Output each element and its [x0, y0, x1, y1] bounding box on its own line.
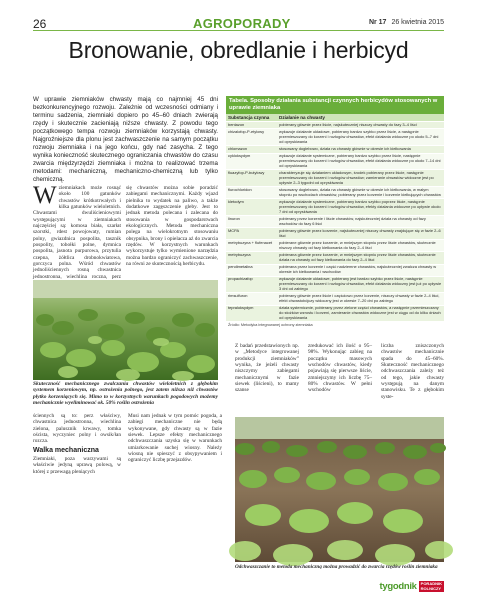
- page-number: 26: [33, 17, 47, 31]
- body-column-4: Z badań przedstawionych np. w „Metodyce integrowanej produkcji ziemniaków” wynika, że jeżeli chwasty niszczymy zabiegami mechanicznymi w fazie siewek (liścieni), to mamy szanse: [235, 343, 299, 394]
- table-cell-action: działa systemicznie, pobierany przez zielone części chwastów, a następnie przemieszczany do stożków wzrostu i korzeni, zamieranie chwastów widoczne jest w ciągu od do kilku dniach od opryskiwania: [277, 305, 444, 321]
- issue-number: Nr 17: [368, 19, 387, 26]
- table-cell-substance: bentazon: [226, 122, 277, 129]
- soybean-field-photo-icon: [33, 280, 218, 380]
- table-cell-substance: metrybuzyna + flufenacet: [226, 240, 277, 252]
- body-column-7-text: ściennych są to: perz właściwy, chwastnica jednostronna, wiechlina zielona, palusznik krwawy, tomka oścista, wyczyniec polny i owsik/łan rozcza.: [33, 413, 121, 445]
- table-cell-action: pobierane głównie przez korzenie, w mniejszym stopniu przez liście chwastów, skutecznie niszczy chwasty od fazy kiełkowania do fazy 2–4 liści: [277, 240, 444, 252]
- body-column-1-text: ziemniakach może rosnąć około 100 gatunków chwastów krótkotrwałych i kilka gatunków wieloletnich. Chwastami dwuliścieniowymi występującymi w ziemniakach najczęściej są: komosa biała, szarłat szorstki, rdest powojowaty, rumian polny, gwiazdnica pospolita, tasznik pospolity, tobołki polne, dymnica pospolita, jasnota purpurowa, przytulia czepna, żółtlica drobnokwiatowa, gorczyca polna. Wśród chwastów jednoliściennych rosną chwastnica jednostronna, wiechlina roczna, perz: [33, 185, 121, 280]
- table-row: [226, 129, 444, 146]
- issue-date: 26 kwietnia 2015: [391, 19, 444, 26]
- table-row: [226, 170, 444, 187]
- brand-box-line1: PORADNIK: [420, 581, 442, 586]
- body-column-2: się chwastów można sobie poradzić zabiegami mechanicznymi. Każdy wjazd pielnika to wydatek na paliwo, a także dodatkowe zagęszczenie gleby. Jest to jednak metoda polecana i zalecana do stosowania w gospodarstwach ekologicznych. Metoda mechaniczna polega na wielokrotnym stosowaniu obsypnika, brony i opielacza aż do zwarcia rzędów. W korzystnych warunkach wykorzystuje tylko wymienione narzędzia można bardzo ograniczyć zachwaszczenie, na równi ze skutecznością herbicydu.: [126, 185, 218, 268]
- table-row: [226, 276, 444, 293]
- table-cell-action: charakteryzuje się działaniem układowym, środek pobierany przez liście, następnie przemieszczany do korzeni i rozłogów chwastów; zamieranie chwastów widoczne jest po upływie 2–3 tygodni od opryskiwania: [277, 170, 444, 187]
- table-row: [226, 228, 444, 240]
- table-row: [226, 240, 444, 252]
- herbicide-table-grid: [226, 114, 444, 321]
- table-cell-action: stosowany doglebowo, działa na chwasty głównie w okresie ich kiełkowania, w małym stopniu po wschodach chwastów, pobierany przez korzenie i korzenie kiełkujących chwastów: [277, 187, 444, 199]
- table-cell-action: wykazuje działanie układowe, pobierany bardzo szybko przez liście, a następnie przemieszczany do korzeni i rozłogów chwastów, efekt działania widoczne po około 5–7 dni od opryskiwania: [277, 129, 444, 146]
- table-row: [226, 153, 444, 170]
- table-cell-action: pobierany głównie przez liście i częściowo przez korzenie, niszczy chwasty w fazie 2–4 liści, efekt chwastobójczy widoczny jest w okresie 7–20 dni po zabiegu: [277, 293, 444, 305]
- table-row: [226, 293, 444, 305]
- drop-cap: W: [33, 182, 57, 209]
- table-source: Źródło: Metodyka integrowanej ochrony ziemniaka: [228, 323, 313, 328]
- table-cell-action: pobierany przez korzenie i liście chwastów, najskuteczniej działa na chwasty od fazy wschodów do fazy 6 liści: [277, 216, 444, 228]
- publication-logo: [379, 581, 444, 592]
- field-photo-1: [33, 280, 218, 380]
- photo-2-caption: Odchwaszczanie to metoda mechaniczną można prowadzić do zwarcia rzędów roślin ziemniaka: [235, 564, 438, 570]
- table-header-action: Działanie na chwasty: [277, 114, 444, 122]
- body-column-6: liczba zniszczonych chwastów mechanicznie spada do 45–60%. Skuteczność mechanicznego odchwaszczania zależy też od tego, jakie chwasty występują na danym stanowisku. Te z głębokim syste-: [381, 343, 444, 400]
- table-cell-substance: metrybuzyna: [226, 252, 277, 264]
- table-cell-substance: cykloksydym: [226, 153, 277, 170]
- table-cell-substance: propachizafop: [226, 276, 277, 293]
- subhead-walka-mechaniczna: Walka mechaniczna: [33, 446, 99, 454]
- body-column-5: zredukować ich ilość o 95–98%. Wykonując zabieg na początku masowych wschodów chwastów, kiedy pojawiają się pierwsze liście, zmniejszymy ich liczbę 75–80% chwastów. W pełni wschodów: [308, 343, 372, 394]
- table-caption: Tabela. Sposoby działania substancji czynnych herbicydów stosowanych w uprawie ziemniaka: [226, 96, 444, 114]
- body-column-1: [33, 182, 121, 280]
- table-cell-substance: MCPA: [226, 228, 277, 240]
- table-cell-action: pobierany głównie przez korzenie, najskuteczniej niszczy chwasty znajdujące się w fazie 2–6 liści: [277, 228, 444, 240]
- brand-box-line2: ROLNICZY: [420, 585, 442, 591]
- table-row: [226, 252, 444, 264]
- brand-box: [419, 581, 444, 592]
- table-row: [226, 122, 444, 129]
- table-row: [226, 216, 444, 228]
- table-cell-action: pobierana głównie przez korzenie, w mniejszym stopniu przez liście chwastów, skutecznie działa na chwasty od fazy kiełkowania do fazy 2–4 liści: [277, 252, 444, 264]
- soybean-field-photo-icon: [235, 417, 444, 562]
- table-cell-substance: pendimetalina: [226, 264, 277, 276]
- table-cell-substance: chizalofop-P-etylowy: [226, 129, 277, 146]
- article-lead: W uprawie ziemniaków chwasty mają co najmniej 45 dni bezkonkurencyjnego rozwoju. Zależnie od wczesności odmiany i terminu sadzenia, ziemniaki dopiero po 45–60 dniach zwierają rzędy i skutecznie zacieniają niższe chwasty. Z powodu tego początkowego tempa rozwoju ziemniaków korzystają chwasty. Najgroźniejsze dla plonu jest zachwaszczenie na samym początku rozwoju ziemniaka i na jego końcu, gdy nać zasycha. Z tego wynika konieczność skutecznego ograniczania chwastów do czasu zwarcia międzyrzędzi ziemniaka i można to realizować trzema metodami: mechaniczną, mechaniczno-chemiczną lub tylko chemiczną.: [33, 96, 218, 184]
- table-row: [226, 199, 444, 216]
- table-header-substance: Substancja czynna: [226, 114, 277, 122]
- table-cell-substance: linuron: [226, 216, 277, 228]
- section-label: AGROPORADY: [193, 16, 291, 31]
- table-cell-action: pobierana przez korzenie i część nadziemne chwastów, najskuteczniej zwalcza chwasty w okresie ich kiełkowania i wschodów: [277, 264, 444, 276]
- table-cell-substance: fluazyfop-P-butylowy: [226, 170, 277, 187]
- table-row: [226, 305, 444, 321]
- table-cell-action: wykazuje działanie systemiczne, pobierany bardzo szybko poprzez liście, następnie przemieszczany do korzeni i rozłogów chwastów, efekty działania widoczne po upływie około 7 dni od opryskiwania: [277, 199, 444, 216]
- table-row: [226, 146, 444, 153]
- body-column-8: Musi nam jednak w tym pomóc pogoda, a zabiegi mechaniczne nie będą wykonywane, gdy chwasty są w fazie siewek. Lepsze efekty mechanicznego odchwaszczania uzyska się w warunkach umiarkowanie suchej wiosny. Należy wiosną nie spieszyć z obsypywaniem i ograniczyć liczbę przejazdów.: [128, 413, 222, 464]
- field-photo-2: [235, 417, 444, 562]
- table-cell-action: stosowany doglebowo, działa na chwasty głównie w okresie ich kiełkowania: [277, 146, 444, 153]
- body-column-7: [33, 413, 121, 593]
- article-headline: Bronowanie, obredlanie i herbicyd: [68, 37, 409, 63]
- table-cell-substance: tepraloksydym: [226, 305, 277, 321]
- herbicide-table: [226, 96, 444, 327]
- table-cell-substance: rimsulfuron: [226, 293, 277, 305]
- body-column-7-after: Ziemniaki, poza warzywami są właściwie jedyną uprawą polową, w której z przewagą pleniących: [33, 456, 121, 475]
- table-row: [226, 264, 444, 276]
- table-body: [226, 122, 444, 322]
- table-header-row: [226, 114, 444, 122]
- brand-name: tygodnik: [379, 581, 417, 593]
- table-cell-action: wykazuje działanie układowe, pobierany jest bardzo szybko przez liście, następnie przemieszczany do korzeni i rozłogów chwastów, efekt działania widoczny jest już po upływie 3 dni od zabiegu: [277, 276, 444, 293]
- header-rule: [33, 30, 444, 31]
- table-cell-substance: kletodym: [226, 199, 277, 216]
- table-cell-substance: flurochloridon: [226, 187, 277, 199]
- photo-1-caption: Skuteczność mechanicznego zwalczania chwastów wieloletnich z głębokim systemem korzeniowym, np. ostrożenia polnego, jest zatem niższa niż chwastów płytko korzeniących się. Mimo to w korzystnych warunkach pogodowych możemy mechanicznie wyeliminować ok. 50% roślin ostrożenia: [33, 381, 218, 406]
- issue-info: [369, 19, 444, 26]
- table-cell-action: pobierany głównie przez liście, najskuteczniej niszczy chwasty do fazy 3–4 liści: [277, 122, 444, 129]
- table-cell-action: wykazuje działanie systemiczne, pobierany bardzo szybko przez liście, następnie przemieszczany do korzeni i rozłogów chwastów, efekt działania widoczne po około 7–14 dni od opryskiwania: [277, 153, 444, 170]
- table-cell-substance: chlomazon: [226, 146, 277, 153]
- table-row: [226, 187, 444, 199]
